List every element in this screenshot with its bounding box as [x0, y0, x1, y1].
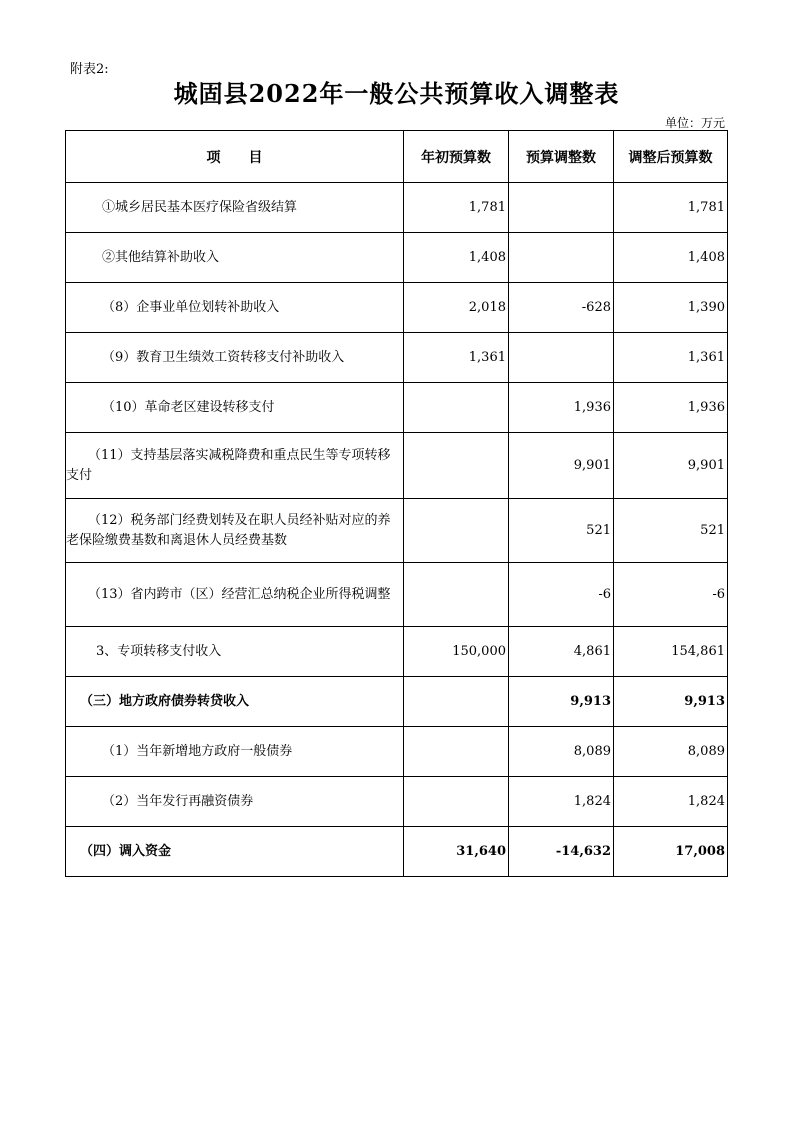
table-row — [66, 233, 728, 283]
row-adjust: 521 — [509, 499, 614, 563]
row-adjusted: 1,936 — [614, 383, 728, 433]
row-initial — [404, 563, 509, 627]
row-initial: 1,361 — [404, 333, 509, 383]
row-adjust: 1,936 — [509, 383, 614, 433]
table-row — [66, 433, 728, 499]
row-item: （9）教育卫生绩效工资转移支付补助收入 — [66, 333, 404, 383]
row-adjust: 8,089 — [509, 727, 614, 777]
header-budget-adjustment: 预算调整数 — [509, 131, 614, 183]
row-adjust: 9,913 — [509, 677, 614, 727]
row-adjusted: 9,913 — [614, 677, 728, 727]
row-adjusted: -6 — [614, 563, 728, 627]
page-title: 城固县2022年一般公共预算收入调整表 — [173, 79, 620, 108]
row-initial: 31,640 — [404, 827, 509, 877]
header-initial-budget: 年初预算数 — [404, 131, 509, 183]
table-row — [66, 183, 728, 233]
row-initial — [404, 433, 509, 499]
row-adjusted: 8,089 — [614, 727, 728, 777]
row-item: （三）地方政府债券转贷收入 — [66, 677, 404, 727]
table-header-row — [66, 131, 728, 183]
row-item: ②其他结算补助收入 — [66, 233, 404, 283]
row-adjust: 4,861 — [509, 627, 614, 677]
attachment-label: 附表2: — [70, 62, 109, 77]
row-adjust: -6 — [509, 563, 614, 627]
row-initial — [404, 777, 509, 827]
row-item: 3、专项转移支付收入 — [66, 627, 404, 677]
row-adjust — [509, 233, 614, 283]
row-item: （8）企事业单位划转补助收入 — [66, 283, 404, 333]
row-initial: 2,018 — [404, 283, 509, 333]
row-item: （11）支持基层落实减税降费和重点民生等专项转移支付 — [66, 433, 404, 499]
row-item: ①城乡居民基本医疗保险省级结算 — [66, 183, 404, 233]
row-item: （四）调入资金 — [66, 827, 404, 877]
row-initial: 1,408 — [404, 233, 509, 283]
row-item: （13）省内跨市（区）经营汇总纳税企业所得税调整 — [66, 563, 404, 627]
row-initial — [404, 383, 509, 433]
unit-label: 单位：万元 — [664, 116, 725, 130]
row-item: （12）税务部门经费划转及在职人员经补贴对应的养老保险缴费基数和离退休人员经费基数 — [66, 499, 404, 563]
row-initial — [404, 727, 509, 777]
row-adjusted: 1,390 — [614, 283, 728, 333]
row-item: （1）当年新增地方政府一般债券 — [66, 727, 404, 777]
table-row — [66, 383, 728, 433]
row-adjust: -14,632 — [509, 827, 614, 877]
budget-adjustment-table — [65, 130, 728, 877]
row-initial — [404, 499, 509, 563]
row-adjusted: 17,008 — [614, 827, 728, 877]
row-item: （2）当年发行再融资债券 — [66, 777, 404, 827]
row-initial: 1,781 — [404, 183, 509, 233]
table-row — [66, 627, 728, 677]
header-item: 项 目 — [66, 131, 404, 183]
row-adjusted: 521 — [614, 499, 728, 563]
table-row — [66, 283, 728, 333]
row-adjust: 9,901 — [509, 433, 614, 499]
table-row — [66, 777, 728, 827]
table-row — [66, 727, 728, 777]
row-adjusted: 154,861 — [614, 627, 728, 677]
table-row — [66, 827, 728, 877]
row-adjust — [509, 183, 614, 233]
row-adjusted: 1,781 — [614, 183, 728, 233]
row-initial — [404, 677, 509, 727]
header-adjusted-budget: 调整后预算数 — [614, 131, 728, 183]
row-adjust — [509, 333, 614, 383]
row-adjusted: 1,408 — [614, 233, 728, 283]
table-row — [66, 499, 728, 563]
table-row — [66, 333, 728, 383]
row-item: （10）革命老区建设转移支付 — [66, 383, 404, 433]
row-adjusted: 9,901 — [614, 433, 728, 499]
row-adjusted: 1,824 — [614, 777, 728, 827]
row-initial: 150,000 — [404, 627, 509, 677]
table-row — [66, 563, 728, 627]
row-adjust: 1,824 — [509, 777, 614, 827]
row-adjusted: 1,361 — [614, 333, 728, 383]
row-adjust: -628 — [509, 283, 614, 333]
table-row — [66, 677, 728, 727]
